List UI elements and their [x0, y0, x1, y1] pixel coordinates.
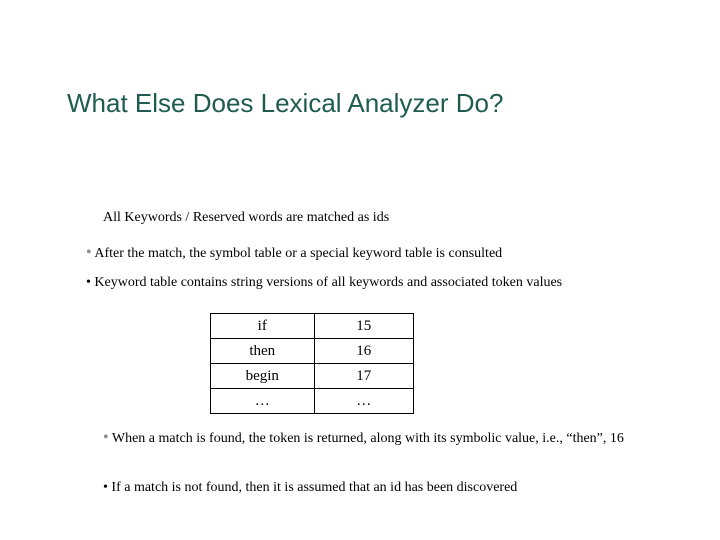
table-row	[211, 314, 414, 339]
intro-text: All Keywords / Reserved words are matched as ids	[103, 210, 390, 225]
bullet-item-2	[86, 274, 626, 292]
bullet-marker: •	[86, 275, 91, 290]
keyword-cell: …	[211, 389, 315, 414]
keyword-cell: begin	[211, 364, 315, 389]
bullet-item-3	[103, 429, 673, 448]
bullet-item-4	[103, 479, 517, 497]
token-value-cell: 16	[314, 339, 413, 364]
bullet-item-1	[86, 244, 502, 263]
bullet-marker: •	[103, 480, 108, 495]
keyword-cell: then	[211, 339, 315, 364]
table-row	[211, 339, 414, 364]
token-value-cell: …	[314, 389, 413, 414]
keyword-table	[210, 313, 414, 414]
bullet-text: Keyword table contains string versions of all keywords and associated token values	[94, 275, 563, 290]
keyword-cell: if	[211, 314, 315, 339]
token-value-cell: 15	[314, 314, 413, 339]
slide-title: What Else Does Lexical Analyzer Do?	[67, 88, 504, 118]
bullet-marker: •	[86, 244, 92, 261]
token-value-cell: 17	[314, 364, 413, 389]
bullet-text: After the match, the symbol table or a special keyword table is consulted	[94, 246, 503, 261]
bullet-marker: •	[103, 429, 109, 446]
table-row	[211, 389, 414, 414]
table-row	[211, 364, 414, 389]
bullet-text: If a match is not found, then it is assumed that an id has been discovered	[111, 480, 518, 495]
bullet-text: When a match is found, the token is returned, along with its symbolic value, i.e., “then”, 16	[111, 431, 624, 446]
